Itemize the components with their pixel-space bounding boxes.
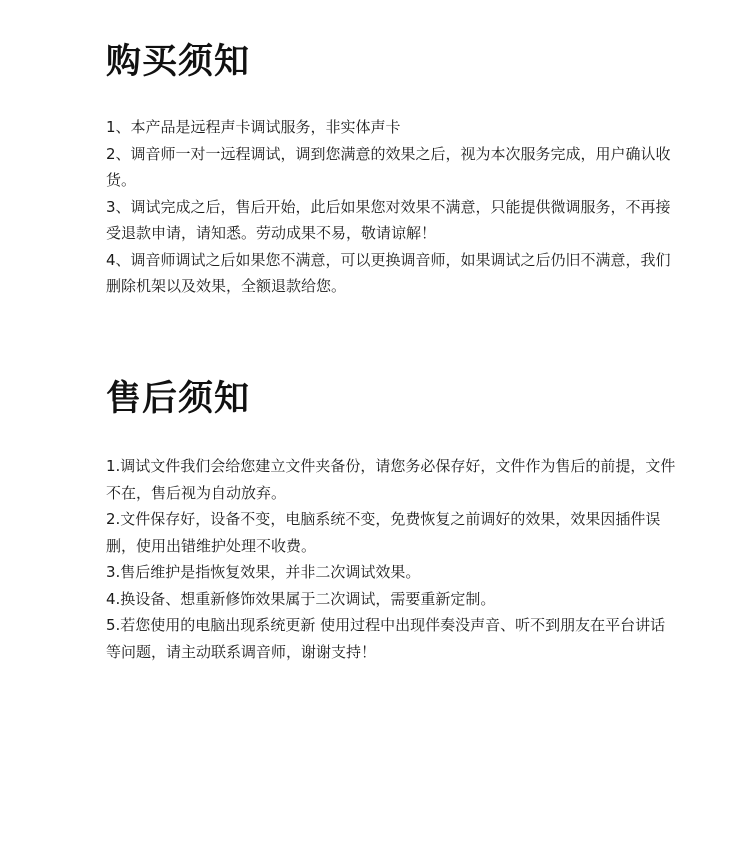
aftersale-notice-title: 售后须知 — [106, 379, 251, 419]
list-item: 5.若您使用的电脑出现系统更新 使用过程中出现伴奏没声音、听不到朋友在平台讲话等问题，请主动联系调音师，谢谢支持！ — [106, 616, 666, 661]
list-item: 4.换设备、想重新修饰效果属于二次调试，需要重新定制。 — [106, 589, 496, 608]
list-item: 3.售后维护是指恢复效果，并非二次调试效果。 — [106, 563, 421, 581]
list-item: 1.调试文件我们会给您建立文件夹备份，请您务必保存好，文件作为售后的前提，文件不在，售后视为自动放弃。 — [106, 457, 676, 502]
list-item: 3、调试完成之后，售后开始，此后如果您对效果不满意，只能提供微调服务，不再接受退款申请，请知悉。劳动成果不易，敬请谅解！ — [106, 197, 671, 242]
purchase-notice-section — [106, 38, 676, 300]
list-item: 4、调音师调试之后如果您不满意，可以更换调音师，如果调试之后仍旧不满意，我们删除机架以及效果，全额退款给您。 — [106, 250, 671, 295]
aftersale-notice-list — [106, 453, 676, 665]
purchase-notice-title: 购买须知 — [106, 42, 251, 82]
list-item: 2.文件保存好，设备不变，电脑系统不变，免费恢复之前调好的效果，效果因插件误删，使用出错维护处理不收费。 — [106, 510, 661, 555]
purchase-notice-list — [106, 114, 676, 300]
list-item: 2、调音师一对一远程调试，调到您满意的效果之后，视为本次服务完成，用户确认收货。 — [106, 144, 671, 189]
aftersale-notice-section — [106, 375, 676, 665]
list-item: 1、本产品是远程声卡调试服务，非实体声卡 — [106, 118, 401, 136]
